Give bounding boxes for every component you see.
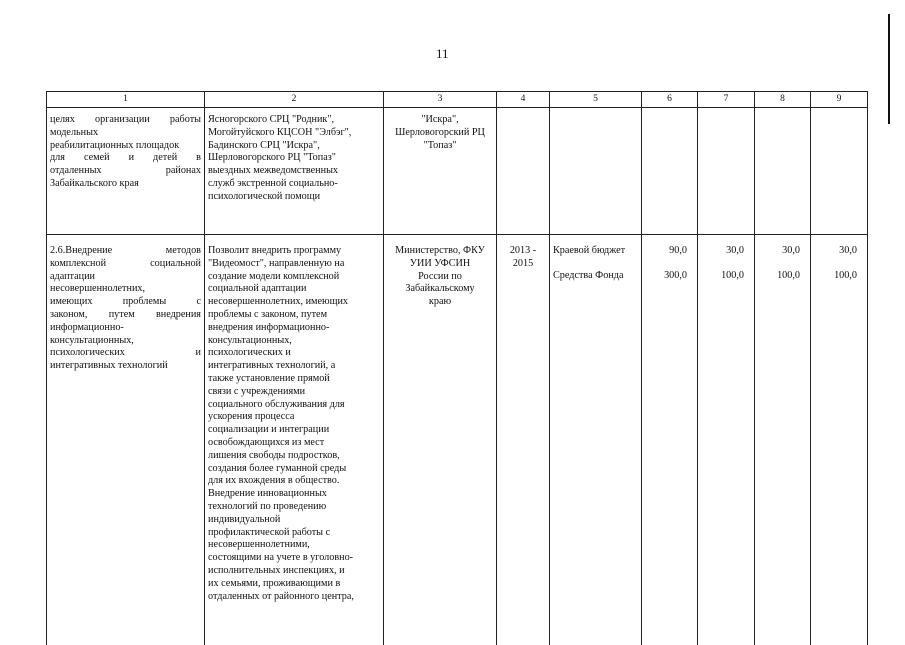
text-line: несовершеннолетних, имеющих	[208, 296, 349, 308]
text-line: интегративных технологий, а	[208, 360, 336, 372]
col-header-7: 7	[698, 92, 755, 108]
text-line: модельных	[50, 126, 99, 138]
row-b-executor-cell	[384, 235, 497, 645]
text-line: отдаленных от районного центра,	[208, 590, 354, 602]
funding-source: Средства Фонда	[553, 269, 624, 281]
row-b-year-cell	[698, 235, 755, 645]
table-row	[47, 108, 868, 235]
amount-value: 100,0	[777, 269, 800, 281]
row-a-value-cell	[755, 108, 811, 235]
row-a-value-cell	[642, 108, 698, 235]
amount-value: 100,0	[834, 269, 857, 281]
text-line: целях организации работы	[50, 114, 201, 125]
row-b-year-cell	[811, 235, 868, 645]
text-line: комплексной социальной	[50, 257, 201, 269]
text-line: связи с учреждениями	[208, 385, 306, 397]
col-header-1: 1	[47, 92, 205, 108]
row-a-value-cell	[811, 108, 868, 235]
text-line: информационно-	[50, 321, 124, 333]
col-header-2: 2	[205, 92, 384, 108]
text-line: ускорения процесса	[208, 411, 295, 423]
text-line: консультационных,	[208, 334, 292, 346]
document-table	[46, 91, 868, 645]
text-line: краю	[428, 296, 452, 308]
amount-value: 90,0	[669, 245, 687, 256]
text-line: "Топаз"	[423, 139, 457, 151]
text-line: Могойтуйского КЦСОН "Элбэг",	[208, 126, 352, 138]
amount-value: 30,0	[782, 245, 800, 256]
text-line: Внедрение инновационных	[208, 488, 327, 500]
text-line: 2015	[512, 257, 534, 269]
text-line: 2.6.Внедрение методов	[50, 245, 201, 256]
text-line: "Искра",	[421, 114, 459, 125]
row-a-period-cell	[497, 108, 550, 235]
text-line: законом, путем внедрения	[50, 308, 201, 320]
text-line: проблемы с законом, путем	[208, 308, 328, 320]
row-a-measure-cell	[47, 108, 205, 235]
col-header-6: 6	[642, 92, 698, 108]
text-line: состоящими на учете в уголовно-	[208, 552, 354, 564]
funding-source: Краевой бюджет	[553, 245, 626, 256]
col-header-3: 3	[384, 92, 497, 108]
text-line: Бадинского СРЦ "Искра",	[208, 139, 320, 151]
col-header-8: 8	[755, 92, 811, 108]
text-line: выездных межведомственных	[208, 165, 339, 177]
text-line: также установление прямой	[208, 372, 330, 384]
text-line: социализации и интеграции	[208, 424, 330, 436]
text-line: реабилитационных площадок	[50, 139, 180, 151]
text-line: консультационных,	[50, 334, 134, 346]
text-line: технологий по проведению	[208, 500, 327, 512]
text-line: Позволит внедрить программу	[208, 245, 342, 256]
row-a-description-cell	[205, 108, 384, 235]
amount-value: 30,0	[726, 245, 744, 256]
text-line: адаптации	[50, 270, 95, 282]
text-line: индивидуальной	[208, 513, 281, 525]
text-line: отдаленных районах	[50, 165, 201, 177]
text-line: служб экстренной социально-	[208, 177, 338, 189]
row-b-measure-cell	[47, 235, 205, 645]
text-line: для их вхождения в общество.	[208, 475, 340, 487]
page-number: 11	[436, 46, 449, 61]
text-line: социального обслуживания для	[208, 398, 345, 410]
text-line: психологических и	[50, 347, 201, 359]
header-row	[47, 92, 868, 108]
text-line: создания более гуманной среды	[208, 462, 347, 474]
col-header-5: 5	[550, 92, 642, 108]
text-line: имеющих проблемы с	[50, 296, 201, 308]
text-line: России по	[418, 270, 462, 282]
col-header-9: 9	[811, 92, 868, 108]
text-line: для семей и детей в	[50, 152, 201, 164]
row-a-value-cell	[698, 108, 755, 235]
text-line: интегративных технологий	[50, 360, 168, 372]
text-line: социальной адаптации	[208, 283, 307, 295]
margin-rule	[888, 14, 890, 124]
text-line: исполнительных инспекциях, и	[208, 564, 345, 576]
amount-value: 100,0	[721, 269, 744, 281]
text-line: Ясногорского СРЦ "Родник",	[208, 114, 335, 125]
text-line: освобождающихся из мест	[208, 436, 325, 448]
row-a-source-cell	[550, 108, 642, 235]
amount-value: 30,0	[839, 245, 857, 256]
text-line: Шерловогорского РЦ "Топаз"	[208, 152, 336, 164]
text-line: 2013 -	[509, 245, 537, 256]
text-line: внедрения информационно-	[208, 321, 330, 333]
text-line: Шерловогорский РЦ	[395, 126, 485, 138]
text-line: лишения свободы подростков,	[208, 449, 340, 461]
text-line: профилактической работы с	[208, 526, 331, 538]
text-line: Забайкальскому	[405, 283, 475, 295]
text-line: психологической помощи	[208, 190, 321, 202]
text-line: психологических и	[208, 347, 291, 359]
text-line: несовершеннолетними,	[208, 539, 310, 551]
row-b-source-cell	[550, 235, 642, 645]
row-b-period-cell	[497, 235, 550, 645]
text-line: создание модели комплексной	[208, 270, 340, 282]
col-header-4: 4	[497, 92, 550, 108]
row-b-year-cell	[755, 235, 811, 645]
text-line: Министерство, ФКУ	[395, 245, 485, 256]
text-line: их семьями, проживающими в	[208, 577, 341, 589]
table-row	[47, 235, 868, 645]
row-a-executor-cell	[384, 108, 497, 235]
text-line: "Видеомост", направленную на	[208, 257, 345, 269]
amount-value: 300,0	[664, 269, 687, 281]
row-b-total-cell	[642, 235, 698, 645]
row-b-description-cell	[205, 235, 384, 645]
text-line: УИИ УФСИН	[409, 257, 471, 269]
text-line: Забайкальского края	[50, 177, 139, 189]
text-line: несовершеннолетних,	[50, 283, 146, 295]
